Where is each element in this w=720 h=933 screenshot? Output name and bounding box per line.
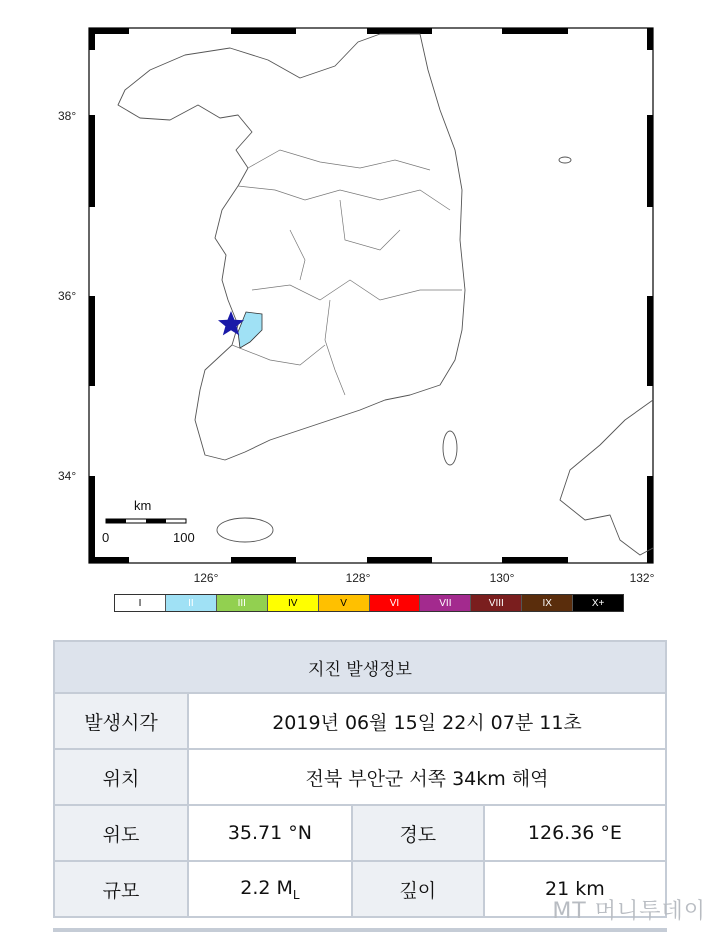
- lon-label: 128°: [345, 571, 371, 585]
- bottom-rule: [53, 928, 667, 932]
- intensity-cell: VII: [420, 595, 471, 611]
- longitude-label: 경도: [352, 805, 484, 861]
- earthquake-info-table: [53, 640, 667, 918]
- scale-unit: km: [134, 498, 152, 513]
- intensity-cell: V: [319, 595, 370, 611]
- intensity-cell: III: [217, 595, 268, 611]
- lon-label: 126°: [193, 571, 219, 585]
- intensity-cell: VIII: [471, 595, 522, 611]
- intensity-cell: II: [166, 595, 217, 611]
- intensity-cell: I: [115, 595, 166, 611]
- latitude-value: 35.71 °N: [188, 805, 352, 861]
- magnitude-value: 2.2 $M_L$: [188, 861, 352, 917]
- location-value: 전북 부안군 서쪽 34km 해역: [188, 749, 666, 805]
- intensity-legend: [114, 594, 624, 612]
- scale-end: 100: [173, 530, 195, 545]
- intensity-cell: X+: [573, 595, 623, 611]
- longitude-value: 126.36 °E: [484, 805, 666, 861]
- intensity-cell: IV: [268, 595, 319, 611]
- latitude-label: 위도: [54, 805, 188, 861]
- depth-label: 깊이: [352, 861, 484, 917]
- lon-label: 132°: [629, 571, 655, 585]
- lon-label: 130°: [489, 571, 515, 585]
- magnitude-label: 규모: [54, 861, 188, 917]
- time-label: 발생시각: [54, 693, 188, 749]
- lat-label: 38°: [58, 109, 77, 123]
- scale-start: 0: [102, 530, 110, 545]
- intensity-cell: IX: [522, 595, 573, 611]
- time-value: 2019년 06월 15일 22시 07분 11초: [188, 693, 666, 749]
- watermark-logo: MT 머니투데이: [552, 899, 706, 924]
- table-title: 지진 발생정보: [54, 641, 666, 693]
- intensity-cell: VI: [370, 595, 421, 611]
- location-label: 위치: [54, 749, 188, 805]
- map-frame: [89, 28, 653, 563]
- depth-value: 21 km: [484, 861, 666, 917]
- lat-label: 36°: [58, 289, 77, 303]
- lat-label: 34°: [58, 469, 77, 483]
